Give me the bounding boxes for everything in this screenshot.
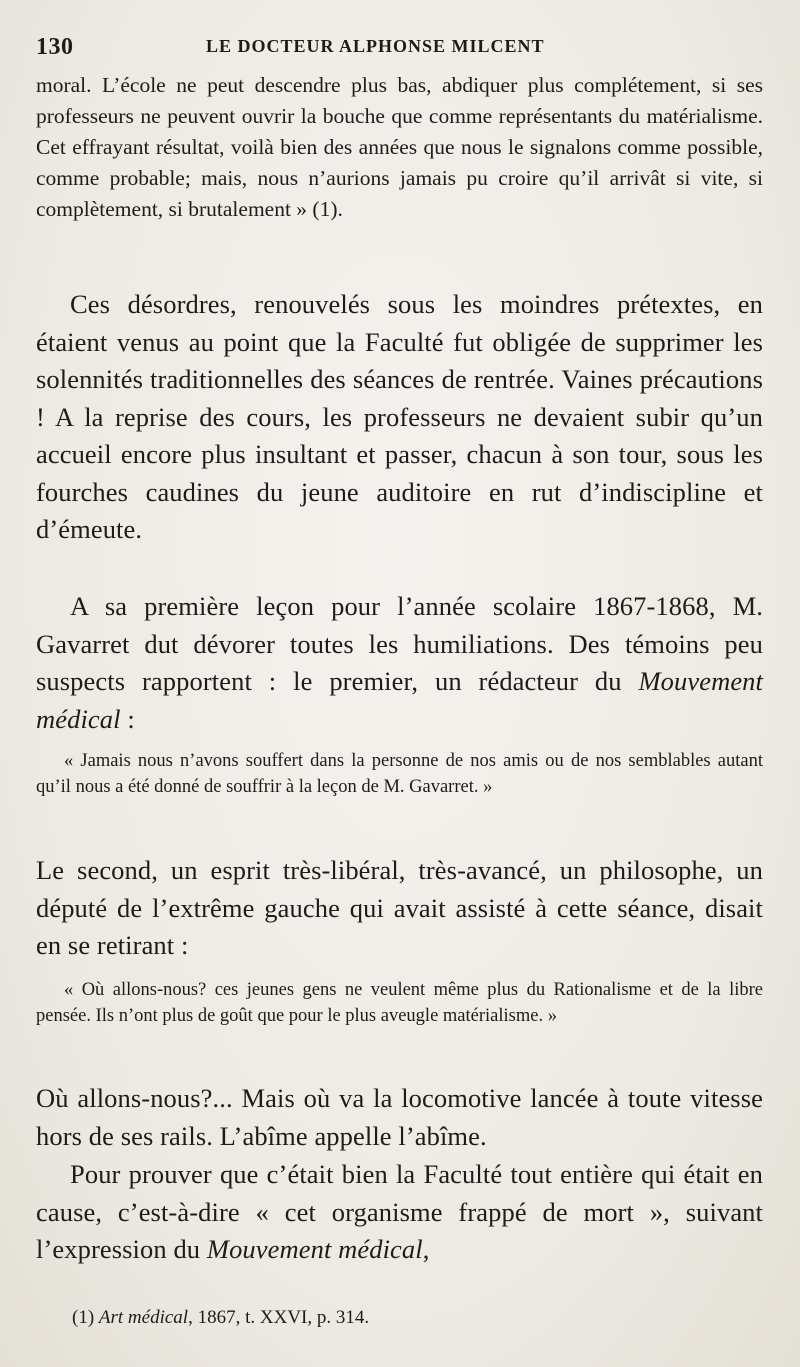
paragraph-6-end: , (422, 1234, 430, 1264)
paragraph-3-text (36, 588, 763, 738)
footnote-source: Art médical (98, 1307, 189, 1328)
running-head: LE DOCTEUR ALPHONSE MILCENT (206, 36, 545, 56)
paragraph-5-text: Où allons-nous?... Mais où va la locomotive lancée à toute vitesse hors de ses rails. L’abîme appelle l’abîme. (36, 1083, 763, 1151)
paragraph-2 (36, 286, 763, 549)
paragraph-4-text: Le second, un esprit très-libéral, très-avancé, un philosophe, un député de l’extrême gauche qui avait assisté à cette séance, disait en se retirant : (36, 855, 763, 960)
quote-1 (36, 748, 763, 800)
paragraph-3 (36, 588, 763, 738)
paragraph-4 (36, 852, 763, 965)
paragraph-6-italic: Mouvement médical (206, 1234, 423, 1264)
quote-2 (36, 977, 763, 1029)
paragraph-6 (36, 1156, 763, 1269)
paragraph-3-italic: Mouvement médical (36, 666, 763, 734)
paragraph-5 (36, 1080, 763, 1155)
paragraph-6-text (36, 1156, 763, 1269)
paragraph-3-end: : (120, 703, 135, 734)
quote-2-text: « Où allons-nous? ces jeunes gens ne veulent même plus du Rationalisme et de la libre pensée. Ils n’ont plus de goût que pour le plus aveugle matérialisme. » (36, 980, 763, 1026)
footnote-details: , 1867, t. XXVI, p. 314. (188, 1307, 370, 1328)
footnote-marker: (1) (72, 1307, 99, 1328)
page-number: 130 (36, 34, 74, 60)
page-header (36, 30, 760, 64)
paragraph-1 (36, 70, 763, 225)
footnote (72, 1305, 369, 1331)
paragraph-6-main: Pour prouver que c’était bien la Faculté tout entière qui était en cause, c’est-à-dire « cet organisme frappé de mort », suivant l’expression du (36, 1159, 763, 1264)
quote-1-text: « Jamais nous n’avons souffert dans la personne de nos amis ou de nos semblables autant qu’il nous a été donné de souffrir à la leçon de M. Gavarret. » (36, 751, 763, 797)
paragraph-1-text: moral. L’école ne peut descendre plus bas, abdiquer plus complétement, si ses professeurs ne peuvent ouvrir la bouche que comme représentants du matérialisme. Cet effrayant résultat, voilà bien des années que nous le signalons comme possible, comme probable; mais, nous n’aurions jamais pu croire qu’il arrivât si vite, si complètement, si brutalement » (1). (36, 73, 763, 221)
paragraph-3-main: A sa première leçon pour l’année scolaire 1867-1868, M. Gavarret dut dévorer toutes les humiliations. Des témoins peu suspects rapportent : le premier, un rédacteur du (36, 591, 763, 696)
paragraph-2-text: Ces désordres, renouvelés sous les moindres prétextes, en étaient venus au point que la Faculté fut obligée de supprimer les solennités traditionnelles des séances de rentrée. Vaines précautions ! A la reprise des cours, les professeurs ne devaient subir qu’un accueil encore plus insultant et passer, chacun à son tour, sous les fourches caudines du jeune auditoire en rut d’indiscipline et d’émeute. (36, 289, 763, 544)
